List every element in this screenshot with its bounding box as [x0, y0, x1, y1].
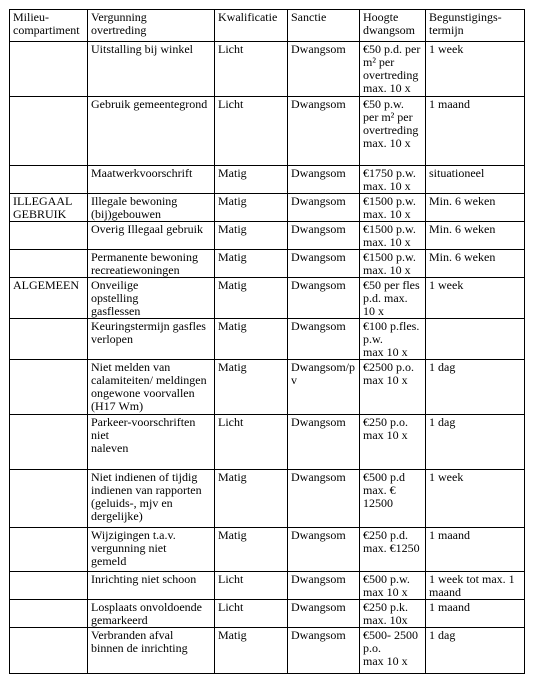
cell-qualification [215, 250, 288, 278]
cell-qualification [215, 600, 288, 628]
cell-text-amount: €250 p.d. max. €1250 [363, 528, 420, 555]
cell-term [426, 528, 525, 572]
cell-violation [88, 528, 215, 572]
cell-violation [88, 415, 215, 470]
cell-text-qualification: Matig [218, 250, 247, 264]
cell-qualification [215, 222, 288, 250]
cell-text-violation: Onveilige opstelling gasflessen [91, 278, 141, 318]
cell-text-term: 1 maand [429, 97, 470, 111]
cell-amount [360, 278, 426, 319]
cell-violation [88, 166, 215, 194]
cell-text-amount: €1500 p.w. max. 10 x [363, 250, 416, 277]
header-text-amount: Hoogte dwangsom [363, 10, 415, 37]
cell-violation [88, 319, 215, 360]
cell-text-amount: €500- 2500 p.o. max 10 x [363, 628, 418, 668]
cell-qualification [215, 628, 288, 674]
cell-text-amount: €50 p.d. per m² per overtreding max. 10 x [363, 42, 421, 95]
cell-text-compartment: ALGEMEEN [13, 278, 79, 292]
cell-qualification [215, 166, 288, 194]
cell-violation [88, 250, 215, 278]
cell-text-qualification: Licht [218, 415, 244, 429]
cell-term [426, 600, 525, 628]
cell-text-violation: Niet melden van calamiteiten/ meldingen ongewone voorvallen (H17 Wm) [91, 360, 207, 413]
header-text-qualification: Kwalificatie [218, 10, 278, 24]
header-text-term: Begunstigings- termijn [429, 10, 502, 37]
cell-term [426, 572, 525, 600]
cell-text-qualification: Matig [218, 319, 247, 333]
cell-text-sanction: Dwangsom [291, 166, 346, 180]
cell-compartment [10, 278, 88, 319]
cell-text-sanction: Dwangsom [291, 528, 346, 542]
cell-text-sanction: Dwangsom [291, 628, 346, 642]
cell-sanction [288, 470, 360, 528]
cell-text-amount: €1500 p.w. max. 10 x [363, 222, 416, 249]
cell-qualification [215, 360, 288, 415]
cell-sanction [288, 572, 360, 600]
cell-sanction [288, 278, 360, 319]
cell-qualification [215, 528, 288, 572]
cell-term [426, 194, 525, 222]
cell-text-qualification: Matig [218, 194, 247, 208]
cell-amount [360, 97, 426, 166]
cell-violation [88, 97, 215, 166]
cell-text-violation: Wijzigingen t.a.v. vergunning niet gemeld [91, 528, 176, 568]
cell-violation [88, 572, 215, 600]
cell-compartment [10, 528, 88, 572]
cell-qualification [215, 470, 288, 528]
cell-text-violation: Niet indienen of tijdig indienen van rapporten (geluids-, mjv en dergelijke) [91, 470, 202, 523]
header-cell-violation [88, 10, 215, 42]
table-row [10, 97, 525, 166]
cell-text-term: 1 dag [429, 415, 456, 429]
cell-amount [360, 194, 426, 222]
cell-qualification [215, 194, 288, 222]
cell-qualification [215, 42, 288, 97]
cell-amount [360, 222, 426, 250]
cell-violation [88, 628, 215, 674]
cell-compartment [10, 250, 88, 278]
cell-amount [360, 42, 426, 97]
cell-text-qualification: Licht [218, 42, 244, 56]
cell-text-amount: €50 per fles p.d. max. 10 x [363, 278, 420, 318]
cell-text-term: 1 maand [429, 600, 470, 614]
cell-text-amount: €1500 p.w. max. 10 x [363, 194, 416, 221]
cell-compartment [10, 166, 88, 194]
table-row [10, 194, 525, 222]
cell-sanction [288, 600, 360, 628]
cell-text-term: 1 week [429, 470, 464, 484]
cell-qualification [215, 97, 288, 166]
cell-amount [360, 250, 426, 278]
cell-text-term: 1 dag [429, 360, 456, 374]
cell-text-sanction: Dwangsom [291, 470, 346, 484]
cell-text-violation: Losplaats onvoldoende gemarkeerd [91, 600, 202, 627]
cell-compartment [10, 97, 88, 166]
cell-qualification [215, 319, 288, 360]
cell-term [426, 166, 525, 194]
cell-text-sanction: Dwangsom [291, 572, 346, 586]
cell-text-sanction: Dwangsom [291, 222, 346, 236]
cell-amount [360, 360, 426, 415]
cell-text-amount: €100 p.fles. p.w. max 10 x [363, 319, 420, 359]
cell-text-term: Min. 6 weken [429, 250, 496, 264]
cell-text-qualification: Matig [218, 360, 247, 374]
cell-sanction [288, 360, 360, 415]
table-row [10, 250, 525, 278]
cell-text-amount: €250 p.o. max 10 x [363, 415, 408, 442]
header-cell-amount [360, 10, 426, 42]
cell-term [426, 415, 525, 470]
cell-amount [360, 628, 426, 674]
cell-text-compartment: ILLEGAAL GEBRUIK [13, 194, 73, 221]
table-row [10, 42, 525, 97]
cell-text-qualification: Matig [218, 528, 247, 542]
cell-text-qualification: Matig [218, 166, 247, 180]
header-cell-qualification [215, 10, 288, 42]
cell-sanction [288, 415, 360, 470]
cell-text-amount: €500 p.d max. € 12500 [363, 470, 405, 510]
cell-compartment [10, 42, 88, 97]
header-cell-term [426, 10, 525, 42]
cell-qualification [215, 278, 288, 319]
cell-text-amount: €50 p.w. per m² per overtreding max. 10 x [363, 97, 419, 150]
cell-text-qualification: Matig [218, 222, 247, 236]
header-cell-sanction [288, 10, 360, 42]
cell-text-amount: €1750 p.w. max. 10 x [363, 166, 416, 193]
cell-text-term: 1 week [429, 42, 464, 56]
cell-sanction [288, 319, 360, 360]
cell-sanction [288, 166, 360, 194]
cell-compartment [10, 628, 88, 674]
cell-compartment [10, 600, 88, 628]
cell-text-sanction: Dwangsom [291, 600, 346, 614]
cell-sanction [288, 628, 360, 674]
cell-amount [360, 528, 426, 572]
table-row [10, 415, 525, 470]
cell-amount [360, 319, 426, 360]
cell-text-term: 1 dag [429, 628, 456, 642]
table-row [10, 572, 525, 600]
cell-term [426, 470, 525, 528]
cell-text-violation: Gebruik gemeentegrond [91, 97, 208, 111]
cell-amount [360, 166, 426, 194]
cell-violation [88, 278, 215, 319]
cell-text-violation: Inrichting niet schoon [91, 572, 197, 586]
cell-text-term: Min. 6 weken [429, 194, 496, 208]
cell-compartment [10, 222, 88, 250]
table-row [10, 470, 525, 528]
cell-text-sanction: Dwangsom [291, 97, 346, 111]
cell-compartment [10, 319, 88, 360]
cell-violation [88, 470, 215, 528]
cell-text-violation: Parkeer-voorschriften niet naleven [91, 415, 196, 455]
cell-text-qualification: Licht [218, 572, 244, 586]
table-row [10, 600, 525, 628]
cell-text-violation: Keuringstermijn gasfles verlopen [91, 319, 206, 346]
cell-sanction [288, 97, 360, 166]
cell-amount [360, 415, 426, 470]
cell-text-qualification: Matig [218, 628, 247, 642]
cell-term [426, 278, 525, 319]
cell-text-violation: Permanente bewoning recreatiewoningen [91, 250, 198, 277]
table-row [10, 222, 525, 250]
cell-amount [360, 470, 426, 528]
table-row [10, 628, 525, 674]
cell-term [426, 360, 525, 415]
cell-text-sanction: Dwangsom [291, 42, 346, 56]
table-row [10, 360, 525, 415]
cell-text-qualification: Licht [218, 97, 244, 111]
cell-violation [88, 42, 215, 97]
cell-text-qualification: Licht [218, 600, 244, 614]
header-text-violation: Vergunning overtreding [91, 10, 147, 37]
cell-text-violation: Maatwerkvoorschrift [91, 166, 193, 180]
cell-amount [360, 572, 426, 600]
cell-text-term: 1 maand [429, 528, 470, 542]
cell-text-term: 1 week [429, 278, 464, 292]
cell-text-violation: Illegale bewoning (bij)gebouwen [91, 194, 178, 221]
cell-text-term: Min. 6 weken [429, 222, 496, 236]
table-row [10, 319, 525, 360]
cell-violation [88, 194, 215, 222]
cell-term [426, 97, 525, 166]
cell-text-violation: Overig Illegaal gebruik [91, 222, 203, 236]
cell-violation [88, 600, 215, 628]
cell-qualification [215, 415, 288, 470]
cell-compartment [10, 415, 88, 470]
cell-sanction [288, 42, 360, 97]
cell-text-qualification: Matig [218, 470, 247, 484]
cell-text-violation: Uitstalling bij winkel [91, 42, 193, 56]
cell-text-sanction: Dwangsom/p v [291, 360, 355, 387]
cell-text-amount: €500 p.w. max 10 x [363, 572, 410, 599]
cell-violation [88, 360, 215, 415]
cell-text-term: 1 week tot max. 1 maand [429, 572, 515, 599]
cell-sanction [288, 222, 360, 250]
table-body [10, 10, 525, 674]
cell-text-sanction: Dwangsom [291, 194, 346, 208]
cell-term [426, 250, 525, 278]
cell-text-sanction: Dwangsom [291, 278, 346, 292]
cell-sanction [288, 194, 360, 222]
cell-compartment [10, 470, 88, 528]
cell-compartment [10, 572, 88, 600]
table-row [10, 528, 525, 572]
cell-term [426, 42, 525, 97]
table-row [10, 278, 525, 319]
cell-compartment [10, 194, 88, 222]
table-row [10, 166, 525, 194]
table-header-row [10, 10, 525, 42]
cell-text-term: situationeel [429, 166, 485, 180]
header-cell-compartment [10, 10, 88, 42]
header-text-compartment: Milieu- compartiment [13, 10, 80, 37]
cell-text-amount: €250 p.k. max. 10x [363, 600, 408, 627]
sanction-table [9, 9, 525, 674]
cell-text-qualification: Matig [218, 278, 247, 292]
cell-term [426, 222, 525, 250]
cell-violation [88, 222, 215, 250]
cell-qualification [215, 572, 288, 600]
cell-term [426, 628, 525, 674]
cell-text-amount: €2500 p.o. max 10 x [363, 360, 414, 387]
cell-amount [360, 600, 426, 628]
cell-text-sanction: Dwangsom [291, 415, 346, 429]
cell-sanction [288, 528, 360, 572]
cell-term [426, 319, 525, 360]
cell-text-sanction: Dwangsom [291, 250, 346, 264]
header-text-sanction: Sanctie [291, 10, 327, 24]
cell-text-violation: Verbranden afval binnen de inrichting [91, 628, 188, 655]
cell-sanction [288, 250, 360, 278]
cell-text-sanction: Dwangsom [291, 319, 346, 333]
cell-compartment [10, 360, 88, 415]
